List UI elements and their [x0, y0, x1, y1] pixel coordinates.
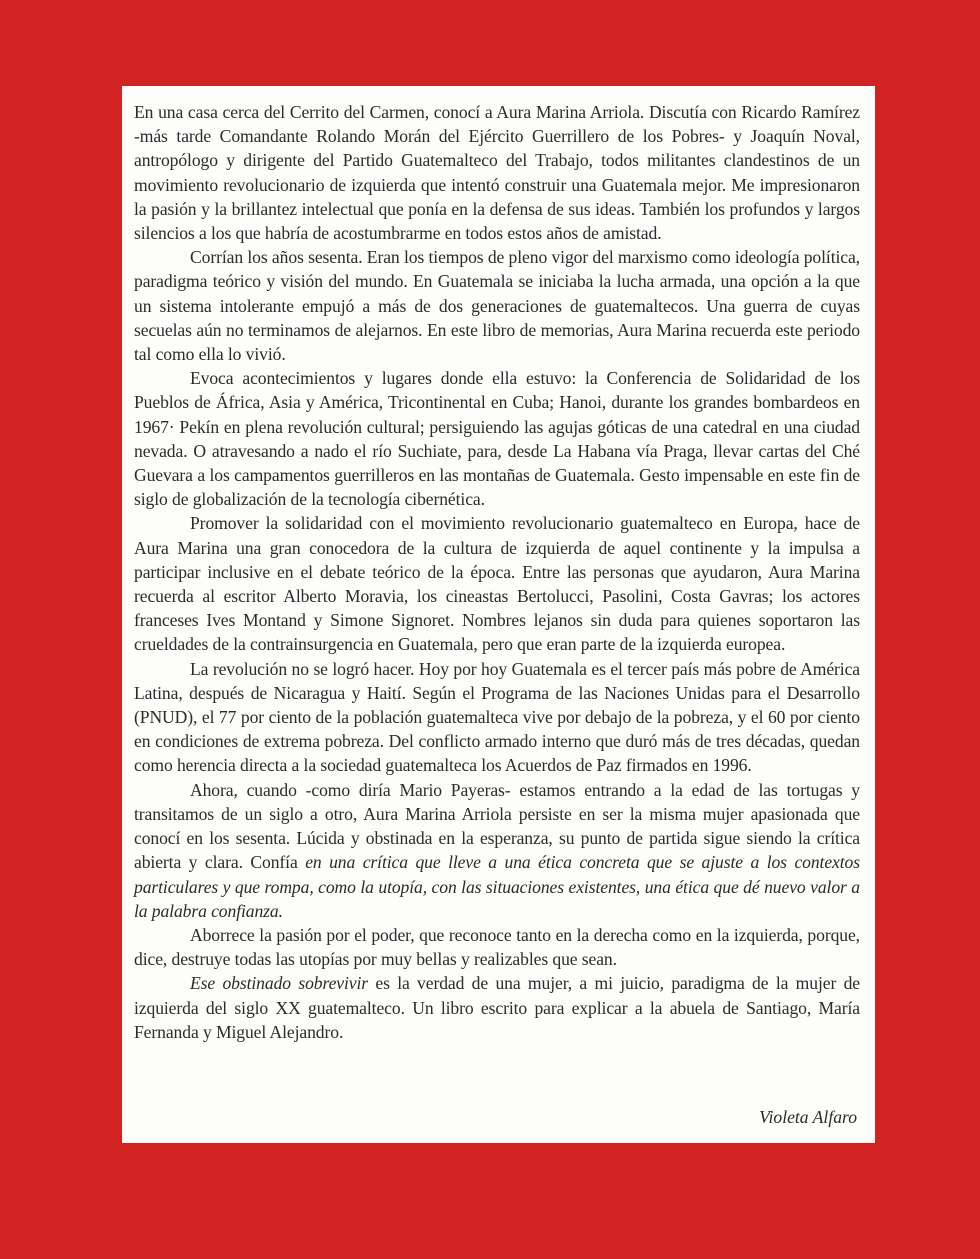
- paragraph-4: [134, 511, 860, 656]
- document-page: [122, 86, 875, 1143]
- paragraph-5-text: La revolución no se logró hacer. Hoy por hoy Guatemala es el tercer país más pobre de América Latina, después de Nicaragua y Haití. Según el Programa de las Naciones Unidas para el Desarrollo (PNUD), el 77 por ciento de la población guatemalteca vive por debajo de la pobreza, y el 60 por ciento en condiciones de extrema pobreza. Del conflicto armado interno que duró más de tres décadas, quedan como herencia directa a la sociedad guatemalteca los Acuerdos de Paz firmados en 1996.: [134, 658, 860, 776]
- paragraph-6: [134, 778, 860, 923]
- paragraph-6-text: Ahora, cuando -como diría Mario Payeras- estamos entrando a la edad de las tortugas y transitamos de un siglo a otro, Aura Marina Arriola persiste en ser la misma mujer apasionada que conocí en los sesenta. Lúcida y obstinada en la esperanza, su punto de partida sigue siendo la crítica abierta y clara. Confía: [134, 779, 860, 873]
- paragraph-3-text: Evoca acontecimientos y lugares donde ella estuvo: la Conferencia de Solidaridad de los Pueblos de África, Asia y América, Tricontinental en Cuba; Hanoi, durante los grandes bombardeos en 1967· Pekín en plena revolución cultural; persiguiendo las agujas góticas de una catedral en una ciudad nevada. O atravesando a nado el río Suchiate, para, desde La Habana vía Praga, llevar cartas del Ché Guevara a los campamentos guerrilleros en las montañas de Guatemala. Gesto impensable en este fin de siglo de globalización de la tecnología cibernética.: [134, 368, 860, 510]
- paragraph-8: [134, 971, 860, 1044]
- paragraph-6-quote: en una crítica que lleve a una ética concreta que se ajuste a los contextos particulares y que rompa, como la utopía, con las situaciones existentes, una ética que dé nuevo valor a la palabra confianza.: [134, 852, 860, 921]
- paragraph-3: [134, 366, 860, 511]
- paragraph-7-text: Aborrece la pasión por el poder, que reconoce tanto en la derecha como en la izquierda, porque, dice, destruye todas las utopías por muy bellas y realizables que sean.: [134, 924, 860, 970]
- paragraph-7: [134, 923, 860, 971]
- paragraph-2: [134, 245, 860, 366]
- paragraph-5: [134, 657, 860, 778]
- signature: Violeta Alfaro: [759, 1107, 857, 1127]
- paragraph-8-title: Ese obstinado sobrevivir: [190, 973, 369, 994]
- paragraph-8-text: es la verdad de una mujer, a mi juicio, paradigma de la mujer de izquierda del siglo XX guatemalteco. Un libro escrito para explicar a la abuela de Santiago, María Fernanda y Miguel Alejandro.: [134, 973, 860, 1042]
- paragraph-1-text: En una casa cerca del Cerrito del Carmen, conocí a Aura Marina Arriola. Discutía con Ricardo Ramírez -más tarde Comandante Rolando Morán del Ejército Guerrillero de los Pobres- y Joaquín Noval, antropólogo y dirigente del Partido Guatemalteco del Trabajo, todos militantes clandestinos de un movimiento revolucionario de izquierda que intentó construir una Guatemala mejor. Me impresionaron la pasión y la brillantez intelectual que ponía en la defensa de sus ideas. También los profundos y largos silencios a los que habría de acostumbrarme en todos estos años de amistad.: [134, 102, 860, 244]
- paragraph-1: [134, 100, 860, 245]
- paragraph-4-text: Promover la solidaridad con el movimiento revolucionario guatemalteco en Europa, hace de Aura Marina una gran conocedora de la cultura de izquierda de aquel continente y la impulsa a participar inclusive en el debate teórico de la época. Entre las personas que ayudaron, Aura Marina recuerda al escritor Alberto Moravia, los cineastas Bertolucci, Pasolini, Costa Gavras; los actores franceses Ives Montand y Simone Signoret. Nombres lejanos sin duda para quienes soportaron las crueldades de la contrainsurgencia en Guatemala, pero que eran parte de la izquierda europea.: [134, 513, 860, 655]
- paragraph-2-text: Corrían los años sesenta. Eran los tiempos de pleno vigor del marxismo como ideología política, paradigma teórico y visión del mundo. En Guatemala se iniciaba la lucha armada, una opción a la que un sistema intolerante empujó a más de dos generaciones de guatemaltecos. Una guerra de cuyas secuelas aún no terminamos de alejarnos. En este libro de memorias, Aura Marina recuerda este periodo tal como ella lo vivió.: [134, 247, 860, 365]
- body-text: [134, 100, 860, 1044]
